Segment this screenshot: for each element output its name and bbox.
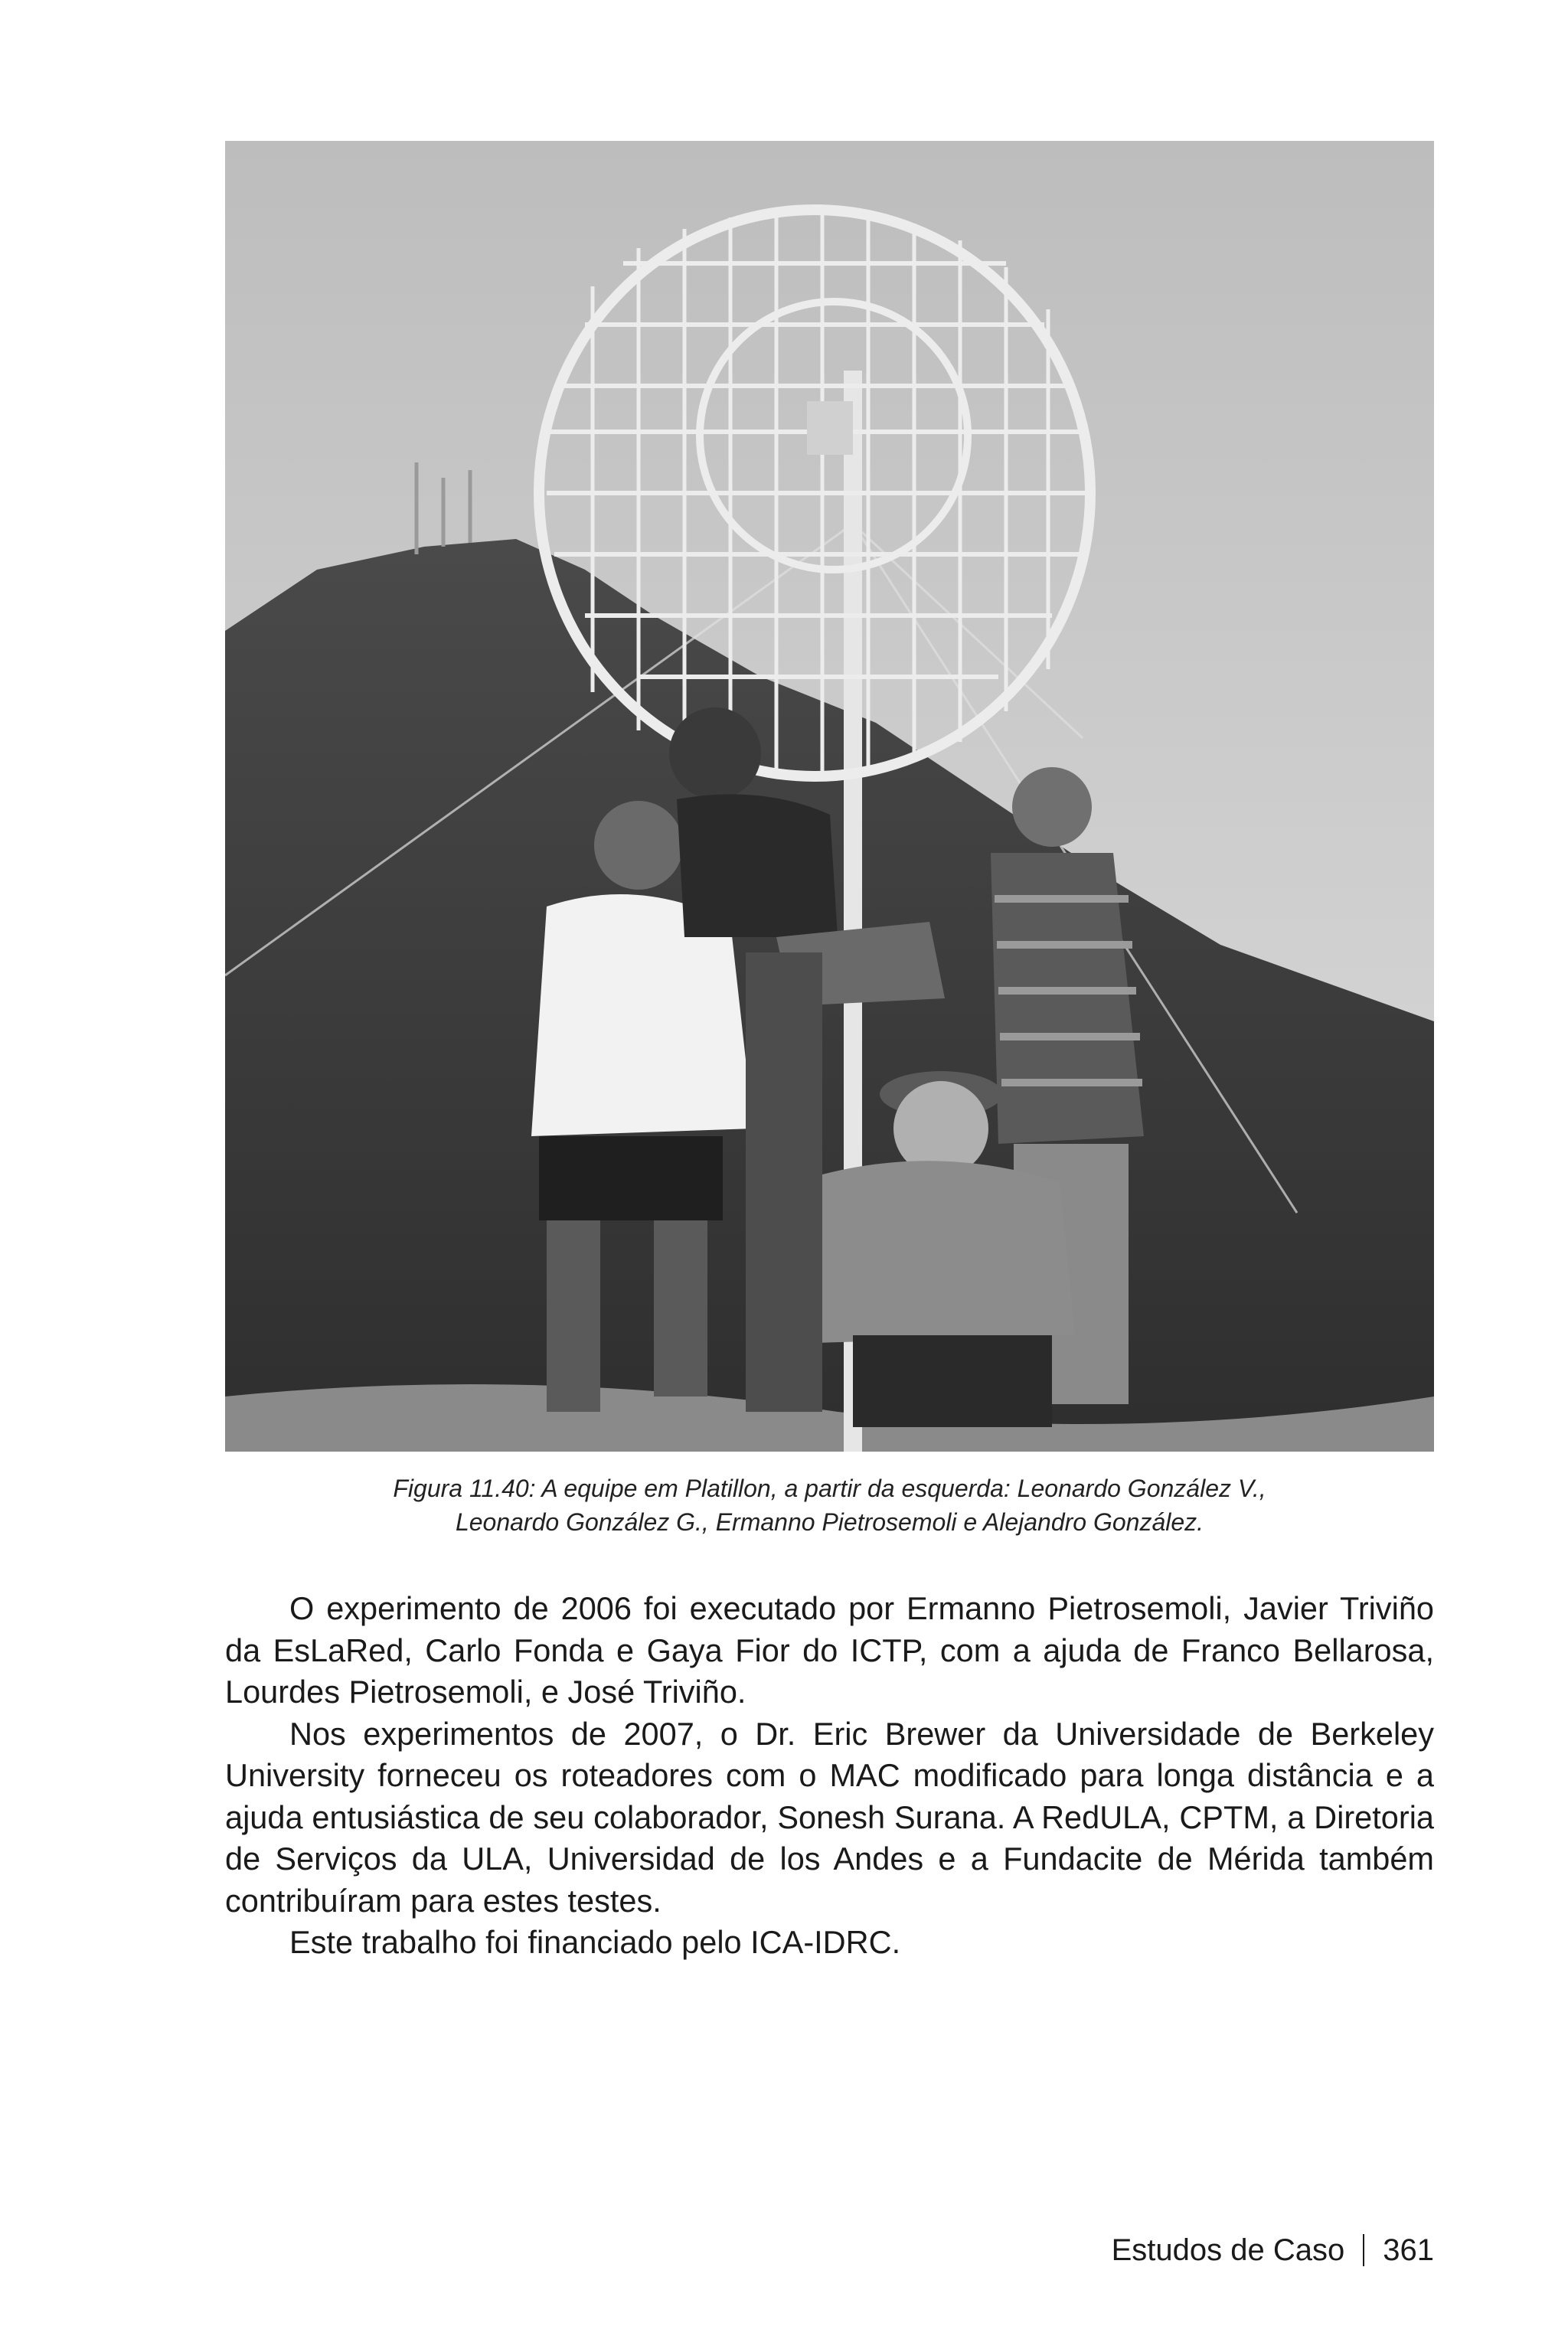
footer-divider — [1363, 2234, 1364, 2266]
footer-section-title: Estudos de Caso — [1111, 2233, 1345, 2267]
team-antenna-photo — [225, 141, 1434, 1452]
caption-line-1: Figura 11.40: A equipe em Platillon, a partir da esquerda: Leonardo González V., — [393, 1475, 1266, 1502]
caption-line-2: Leonardo González G., Ermanno Pietrosemoli e Alejandro González. — [455, 1508, 1204, 1536]
figure-caption — [225, 1472, 1434, 1539]
paragraph-2: Nos experimentos de 2007, o Dr. Eric Brewer da Universidade de Berkeley University forneceu os roteadores com o MAC modificado para longa distância e a ajuda entusiástica de seu colaborador, Sonesh Surana. A RedULA, CPTM, a Diretoria de Serviços da ULA, Universidad de los Andes e a Fundacite de Mérida também contribuíram para estes testes. — [225, 1715, 1434, 1919]
body-text — [225, 1588, 1434, 1964]
paragraph-3: Este trabalho foi financiado pelo ICA-IDRC. — [289, 1924, 901, 1960]
page-number: 361 — [1383, 2233, 1434, 2267]
paragraph-1: O experimento de 2006 foi executado por Ermanno Pietrosemoli, Javier Triviño da EsLaRed, Carlo Fonda e Gaya Fior do ICTP, com a ajuda de Franco Bellarosa, Lourdes Pietrosemoli, e José Triviño. — [225, 1590, 1434, 1710]
page-footer — [1112, 2232, 1434, 2269]
figure-photo — [225, 141, 1434, 1452]
